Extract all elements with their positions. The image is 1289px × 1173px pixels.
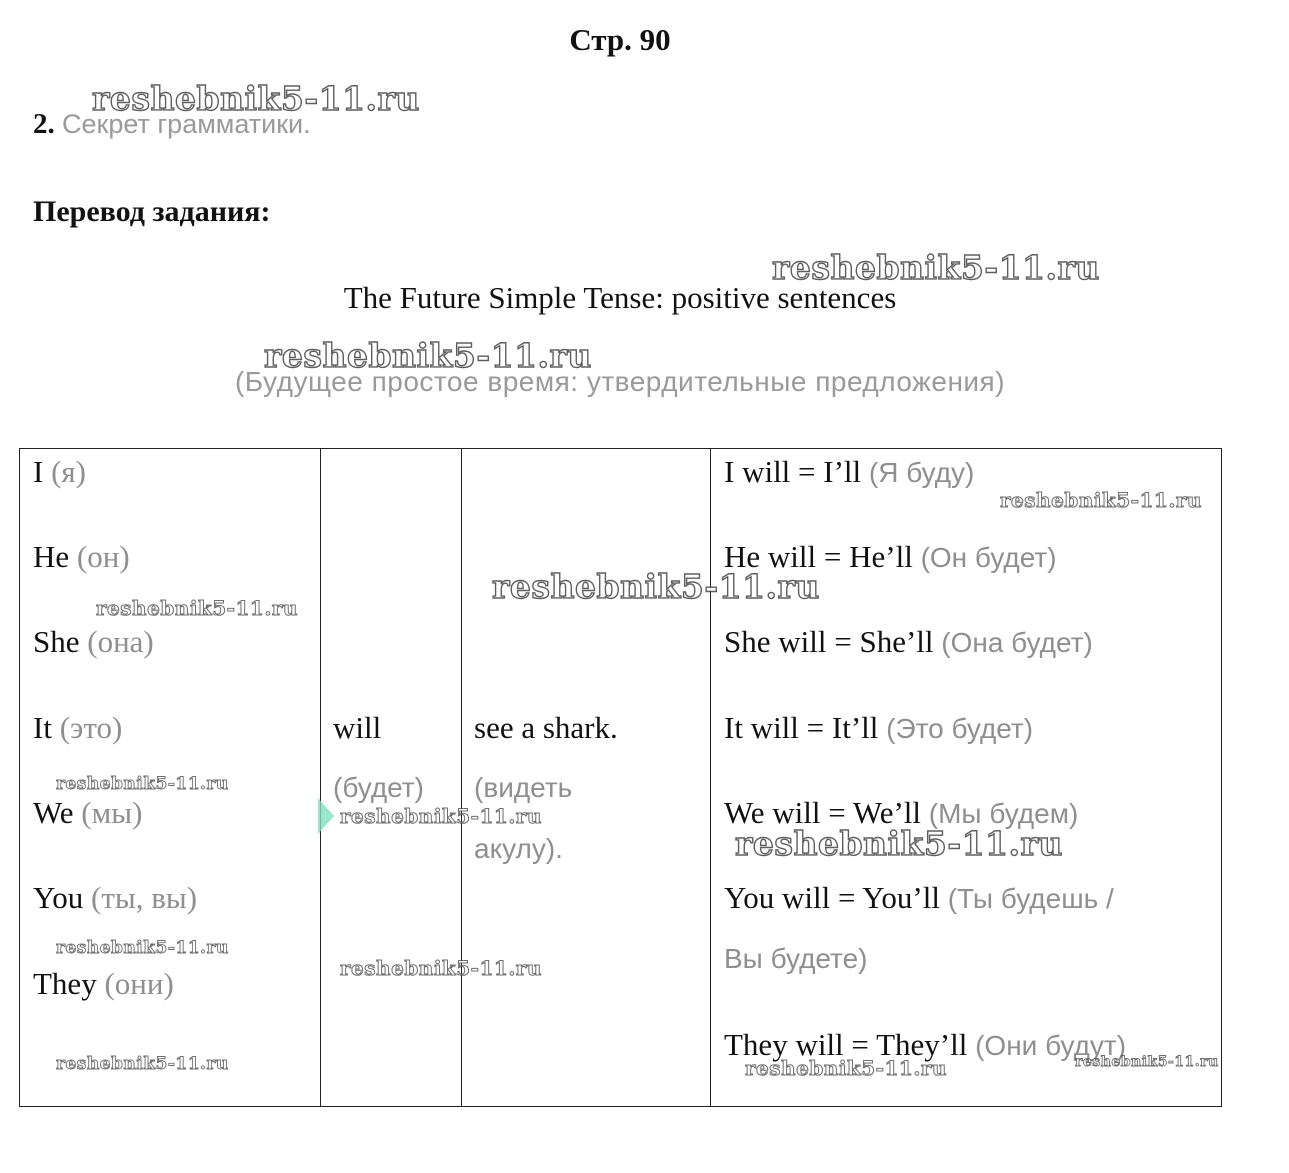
pronoun-en: She: [33, 624, 80, 659]
phrase-ru-line2: акулу).: [474, 833, 563, 864]
pronoun-ru: (он): [76, 539, 130, 574]
pronoun-cell: [33, 968, 174, 999]
watermark: reshebnik5-11.ru: [264, 336, 592, 375]
contraction-ru: (Мы будем): [928, 798, 1079, 829]
contraction-en: We will = We’ll: [724, 795, 922, 830]
contraction-en: They will = They’ll: [724, 1027, 968, 1062]
pronoun-en: I: [33, 454, 44, 489]
contraction-ru: (Я буду): [868, 457, 975, 488]
pronoun-ru: (мы): [81, 795, 143, 830]
contraction-cell: [724, 626, 1093, 657]
contraction-ru: (Это будет): [886, 713, 1034, 744]
pronoun-ru: (я): [51, 454, 86, 489]
watermark: reshebnik5-11.ru: [735, 824, 1063, 863]
auxiliary-ru: (будет): [333, 772, 424, 803]
watermark: reshebnik5-11.ru: [340, 956, 542, 980]
watermark: reshebnik5-11.ru: [96, 596, 298, 620]
task-title-text: Секрет грамматики.: [62, 109, 311, 139]
pronoun-ru: (это): [59, 710, 123, 745]
pronoun-en: He: [33, 539, 70, 574]
teal-marker: [318, 798, 334, 834]
tense-title: The Future Simple Tense: positive sentences: [343, 280, 897, 315]
watermark: reshebnik5-11.ru: [56, 938, 229, 958]
contraction-en: You will = You’ll: [724, 880, 940, 915]
pronoun-ru: (ты, вы): [91, 880, 198, 915]
contraction-en: It will = It’ll: [724, 710, 879, 745]
watermark: reshebnik5-11.ru: [340, 804, 542, 828]
contraction-ru: (Ты будешь /: [947, 883, 1114, 914]
column-divider: [320, 449, 321, 1106]
watermark: reshebnik5-11.ru: [1000, 488, 1202, 512]
contraction-en: I will = I’ll: [724, 454, 862, 489]
pronoun-cell: [33, 882, 197, 913]
phrase-en: see a shark.: [474, 710, 618, 745]
watermark: reshebnik5-11.ru: [56, 774, 229, 794]
pronoun-en: It: [33, 710, 52, 745]
pronoun-cell: [33, 456, 86, 487]
contraction-en: He will = He’ll: [724, 539, 913, 574]
watermark: reshebnik5-11.ru: [56, 1054, 229, 1074]
pronoun-cell: [33, 541, 130, 572]
pronoun-ru: (они): [104, 966, 174, 1001]
pronoun-en: We: [33, 795, 74, 830]
contraction-ru: (Она будет): [941, 627, 1093, 658]
column-divider: [710, 449, 711, 1106]
contraction-cell: [724, 712, 1033, 743]
pronoun-cell: [33, 797, 142, 828]
watermark: reshebnik5-11.ru: [1075, 1054, 1219, 1070]
watermark: reshebnik5-11.ru: [772, 248, 1100, 287]
page-number: Стр. 90: [569, 22, 671, 57]
contraction-en: She will = She’ll: [724, 624, 934, 659]
contraction-ru: (Он будет): [920, 542, 1057, 573]
contraction-ru: (Они будут): [975, 1030, 1127, 1061]
pronoun-cell: [33, 626, 154, 657]
column-divider: [461, 449, 462, 1106]
contraction-ru-continuation: Вы будете): [724, 943, 868, 974]
pronoun-ru: (она): [87, 624, 154, 659]
translation-heading: Перевод задания:: [33, 195, 271, 228]
contraction-cell: [724, 882, 1114, 913]
watermark: reshebnik5-11.ru: [745, 1056, 947, 1080]
pronoun-en: You: [33, 880, 84, 915]
contraction-cell: [724, 456, 974, 487]
phrase-ru-line1: (видеть: [474, 772, 573, 803]
watermark: reshebnik5-11.ru: [492, 567, 820, 606]
pronoun-cell: [33, 712, 122, 743]
pronoun-en: They: [33, 966, 97, 1001]
tense-subtitle: (Будущее простое время: утвердительные предложения): [234, 366, 1006, 397]
watermark: reshebnik5-11.ru: [92, 79, 420, 118]
task-number: 2.: [33, 108, 55, 140]
auxiliary-en: will: [333, 710, 382, 745]
